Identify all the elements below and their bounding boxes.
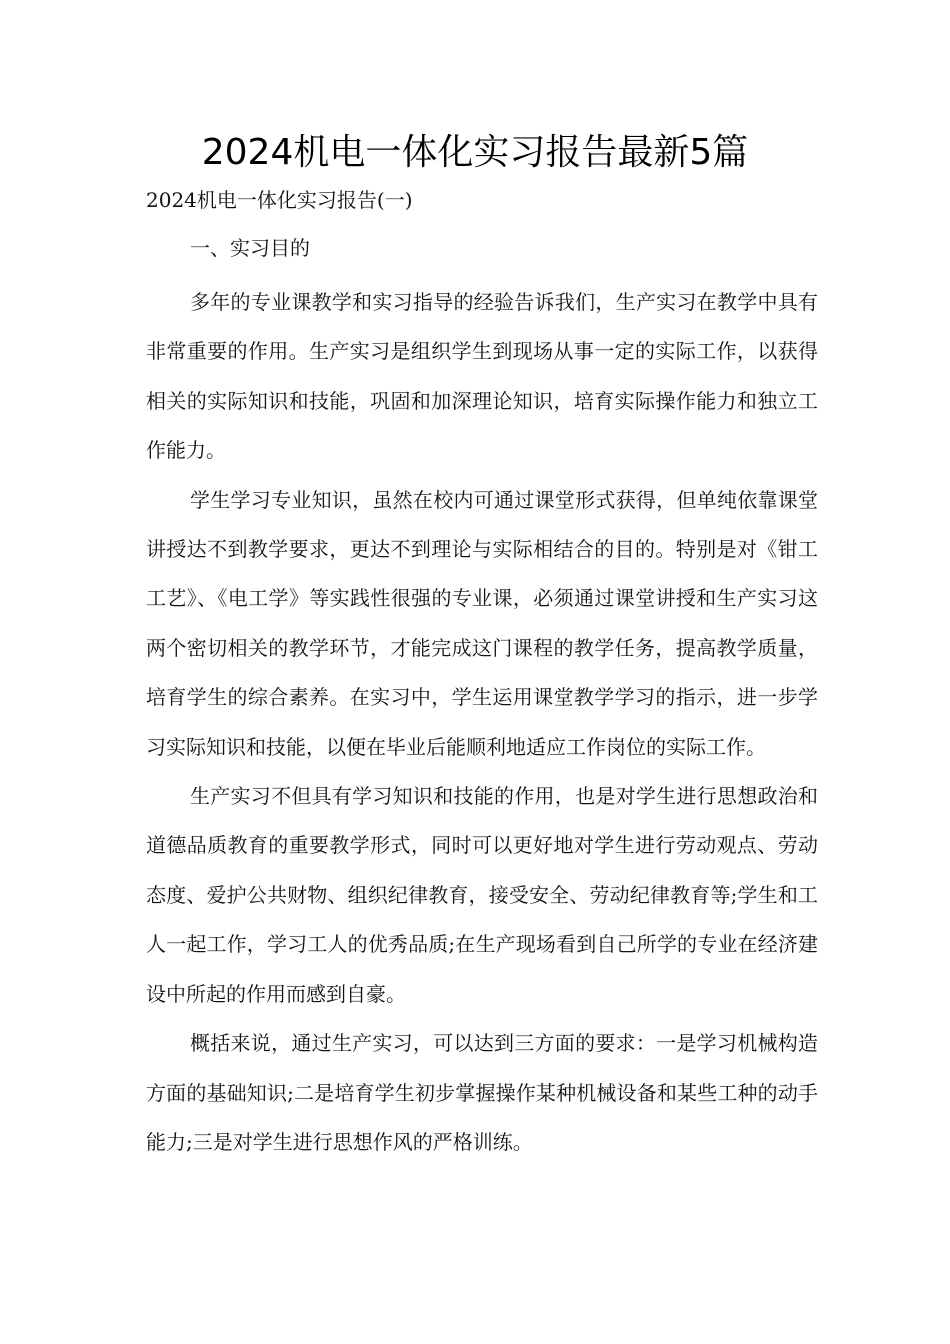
- section-heading: 一、实习目的: [190, 236, 310, 260]
- document-body: [146, 182, 818, 1167]
- document-subtitle: 2024机电一体化实习报告(一): [146, 188, 413, 212]
- paragraph: 学生学习专业知识，虽然在校内可通过课堂形式获得，但单纯依靠课堂讲授达不到教学要求，更达不到理论与实际相结合的目的。特别是对《钳工工艺》、《电工学》等实践性很强的专业课，必须通过课堂讲授和生产实习这两个密切相关的教学环节，才能完成这门课程的教学任务，提高教学质量，培育学生的综合素养。在实习中，学生运用课堂教学学习的指示，进一步学习实际知识和技能，以便在毕业后能顺利地适应工作岗位的实际工作。: [146, 487, 818, 759]
- paragraph: 多年的专业课教学和实习指导的经验告诉我们，生产实习在教学中具有非常重要的作用。生产实习是组织学生到现场从事一定的实际工作，以获得相关的实际知识和技能，巩固和加深理论知识，培育实际操作能力和独立工作能力。: [146, 290, 818, 463]
- paragraph: 生产实习不但具有学习知识和技能的作用，也是对学生进行思想政治和道德品质教育的重要教学形式，同时可以更好地对学生进行劳动观点、劳动态度、爱护公共财物、组织纪律教育，接受安全、劳动纪律教育等;学生和工人一起工作，学习工人的优秀品质;在生产现场看到自己所学的专业在经济建设中所起的作用而感到自豪。: [146, 784, 818, 1006]
- paragraph: 概括来说，通过生产实习，可以达到三方面的要求：一是学习机械构造方面的基础知识;二是培育学生初步掌握操作某种机械设备和某些工种的动手能力;三是对学生进行思想作风的严格训练。: [146, 1031, 818, 1154]
- document-title: 2024机电一体化实习报告最新5篇: [201, 132, 749, 173]
